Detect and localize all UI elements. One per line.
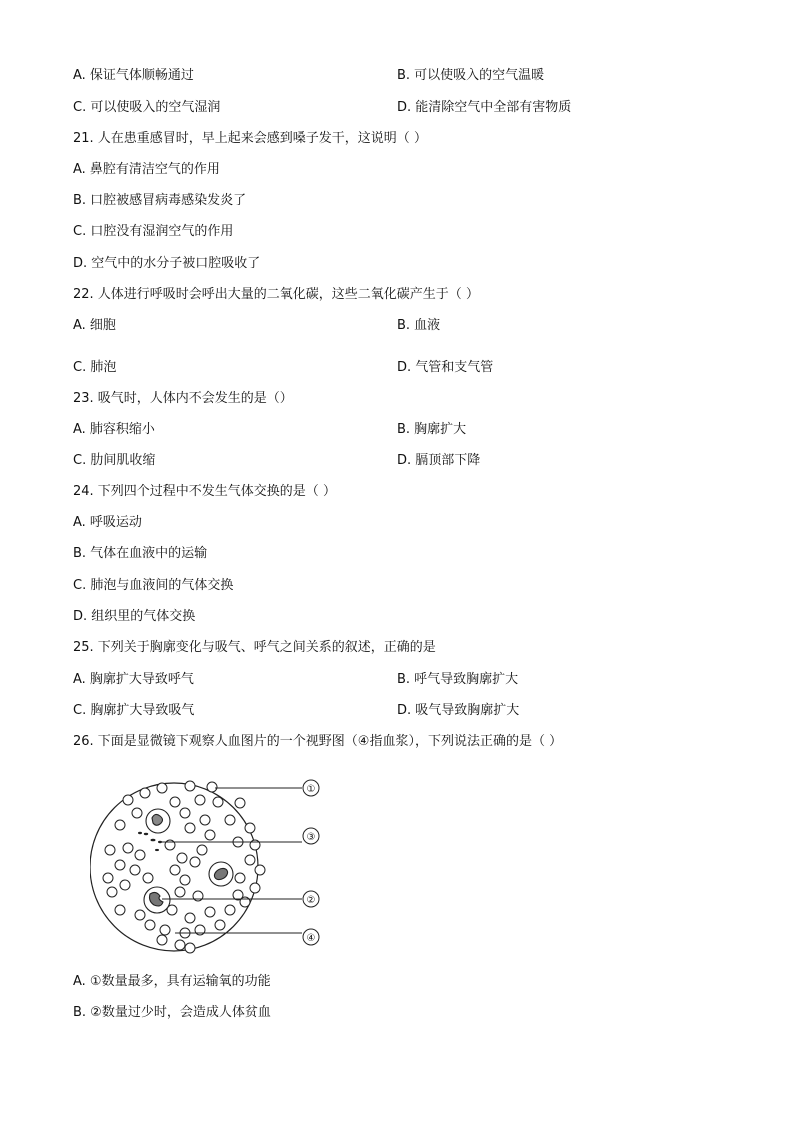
red-blood-cell [135,850,145,860]
red-blood-cell [170,797,180,807]
red-blood-cell [200,815,210,825]
red-blood-cell [255,865,265,875]
label-4: ④ [306,933,316,944]
q22-option-c: C. 肺泡 [73,360,117,375]
red-blood-cell [190,857,200,867]
red-blood-cell [132,808,142,818]
q24-option-d: D. 组织里的气体交换 [73,609,196,624]
q23-option-a: A. 肺容积缩小 [73,422,155,437]
red-blood-cell [157,935,167,945]
red-blood-cell [143,873,153,883]
q25-option-d: D. 吸气导致胸廓扩大 [397,703,520,718]
q26-option-b: B. ②数量过少时，会造成人体贫血 [73,1005,271,1020]
white-blood-cell [144,887,170,913]
red-blood-cell [195,795,205,805]
q22-option-b: B. 血液 [397,318,441,333]
red-blood-cell [105,845,115,855]
red-blood-cell [197,845,207,855]
red-blood-cell [120,880,130,890]
q20-option-b: B. 可以使吸入的空气温暖 [397,68,545,83]
q21-option-b: B. 口腔被感冒病毒感染发炎了 [73,193,247,208]
red-blood-cell [215,920,225,930]
label-1: ① [306,784,316,795]
red-blood-cell [185,913,195,923]
red-blood-cell [123,843,133,853]
red-blood-cell [185,823,195,833]
q25-stem: 25. 下列关于胸廓变化与吸气、呼气之间关系的叙述，正确的是 [73,640,436,655]
q23-stem: 23. 吸气时，人体内不会发生的是（） [73,391,293,406]
label-2: ② [306,895,316,906]
red-blood-cell [235,873,245,883]
red-blood-cell [107,887,117,897]
red-blood-cell [115,860,125,870]
red-blood-cell [115,820,125,830]
white-blood-cell [146,809,170,833]
q20-option-c: C. 可以使吸入的空气湿润 [73,100,221,115]
red-blood-cell [185,781,195,791]
label-3: ③ [306,832,316,843]
red-blood-cell [130,865,140,875]
red-blood-cell [157,783,167,793]
red-blood-cell [180,875,190,885]
q26-option-a: A. ①数量最多，具有运输氧的功能 [73,974,271,989]
q24-stem: 24. 下列四个过程中不发生气体交换的是（ ） [73,484,336,499]
red-blood-cell [145,920,155,930]
q25-option-c: C. 胸廓扩大导致吸气 [73,703,195,718]
red-blood-cell [177,853,187,863]
q21-stem: 21. 人在患重感冒时，早上起来会感到嗓子发干，这说明（ ） [73,131,427,146]
red-blood-cell [205,907,215,917]
q22-option-d: D. 气管和支气管 [397,360,494,375]
q25-option-b: B. 呼气导致胸廓扩大 [397,672,519,687]
q21-option-a: A. 鼻腔有清洁空气的作用 [73,162,220,177]
q24-option-c: C. 肺泡与血液间的气体交换 [73,578,234,593]
red-blood-cell [175,887,185,897]
blood-smear-diagram [90,770,340,970]
q25-option-a: A. 胸廓扩大导致呼气 [73,672,194,687]
red-blood-cell [103,873,113,883]
red-blood-cell [140,788,150,798]
q24-option-b: B. 气体在血液中的运输 [73,546,208,561]
q23-option-c: C. 肋间肌收缩 [73,453,156,468]
q21-option-d: D. 空气中的水分子被口腔吸收了 [73,256,261,271]
platelets [138,832,162,851]
red-blood-cell [185,943,195,953]
red-blood-cell [115,905,125,915]
q21-option-c: C. 口腔没有湿润空气的作用 [73,224,234,239]
red-blood-cell [225,815,235,825]
red-blood-cell [205,830,215,840]
q22-stem: 22. 人体进行呼吸时会呼出大量的二氧化碳，这些二氧化碳产生于（ ） [73,287,479,302]
red-blood-cell [170,865,180,875]
q26-stem: 26. 下面是显微镜下观察人血图片的一个视野图（④指血浆），下列说法正确的是（ ） [73,734,563,749]
red-blood-cell [207,782,217,792]
red-blood-cell [225,905,235,915]
q24-option-a: A. 呼吸运动 [73,515,142,530]
red-blood-cell [235,798,245,808]
red-blood-cell [123,795,133,805]
red-blood-cell [245,855,255,865]
white-blood-cell [209,862,233,886]
red-blood-cell [135,910,145,920]
red-blood-cell [250,883,260,893]
red-blood-cell [175,940,185,950]
q23-option-b: B. 胸廓扩大 [397,422,467,437]
red-blood-cell [180,808,190,818]
q22-option-a: A. 细胞 [73,318,116,333]
red-blood-cell [213,797,223,807]
q20-option-d: D. 能清除空气中全部有害物质 [397,100,572,115]
red-blood-cell [245,823,255,833]
q20-option-a: A. 保证气体顺畅通过 [73,68,194,83]
red-blood-cell [160,925,170,935]
q23-option-d: D. 膈顶部下降 [397,453,481,468]
